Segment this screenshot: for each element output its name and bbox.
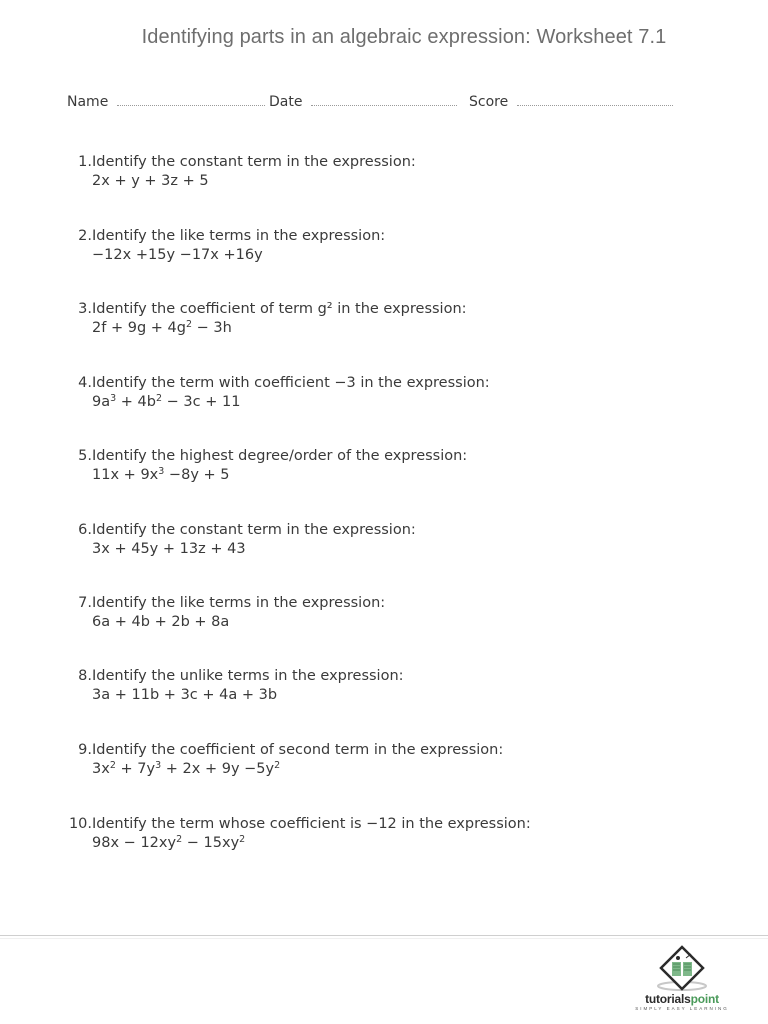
question-number: 2. [78, 228, 92, 244]
question-expression: 3a + 11b + 3c + 4a + 3b [92, 687, 278, 703]
question-number: 8. [78, 668, 92, 684]
question-expression: 2x + y + 3z + 5 [92, 173, 209, 189]
question-text: Identify the constant term in the expression: [92, 154, 416, 170]
score-label: Score [469, 94, 509, 110]
question-text: Identify the highest degree/order of the expression: [92, 448, 468, 464]
question-text: Identify the constant term in the expression: [92, 522, 416, 538]
question-expression: −12x +15y −17x +16y [92, 247, 263, 263]
question-text: Identify the unlike terms in the expression: [92, 668, 404, 684]
date-blank[interactable] [311, 93, 457, 106]
question-number: 4. [78, 375, 92, 391]
footer-divider-shadow [0, 938, 768, 939]
score-blank[interactable] [517, 93, 673, 106]
name-field[interactable] [67, 93, 265, 110]
question-text: Identify the like terms in the expression: [92, 595, 386, 611]
question-text: Identify the term whose coefficient is −12 in the expression: [92, 816, 531, 832]
question-expression: 3x + 45y + 13z + 43 [92, 541, 246, 557]
question-number: 5. [78, 448, 92, 464]
question-text: Identify the coefficient of second term in the expression: [92, 742, 504, 758]
question-number: 10. [68, 816, 92, 832]
question-text: Identify the like terms in the expression: [92, 228, 386, 244]
question-expression: 6a + 4b + 2b + 8a [92, 614, 230, 630]
question-expression: $11x + 9x^3 -8y + 5$ [92, 466, 230, 483]
question-text: Identify the coefficient of term g² in the expression: [92, 301, 467, 317]
question-number: 6. [78, 522, 92, 538]
question-number: 1. [78, 154, 92, 170]
question-expression: $98x - 12xy^2 - 15xy^2$ [92, 834, 246, 851]
question-number: 3. [78, 301, 92, 317]
footer-divider [0, 935, 768, 936]
tutorialspoint-logo [626, 944, 738, 1014]
logo-tagline: SIMPLY EASY LEARNING [635, 1006, 729, 1011]
question-text: Identify the term with coefficient −3 in the expression: [92, 375, 490, 391]
question-number: 9. [78, 742, 92, 758]
worksheet-title: Identifying parts in an algebraic expression: Worksheet 7.1 [141, 26, 667, 48]
question-number: 7. [78, 595, 92, 611]
date-field[interactable] [269, 93, 457, 110]
question-expression: $3x^2 + 7y^3 + 2x + 9y -5y^2$ [92, 760, 281, 777]
name-blank[interactable] [117, 93, 265, 106]
score-field[interactable] [469, 93, 673, 110]
question-expression: $2f + 9g + 4g^2 - 3h$ [92, 319, 232, 336]
question-expression: $9a^3 + 4b^2 - 3c + 11$ [92, 393, 241, 410]
name-label: Name [67, 94, 109, 110]
tutorialspoint-book-icon [626, 944, 738, 994]
logo-wordmark: tutorialspoint [645, 992, 719, 1006]
date-label: Date [269, 94, 303, 110]
